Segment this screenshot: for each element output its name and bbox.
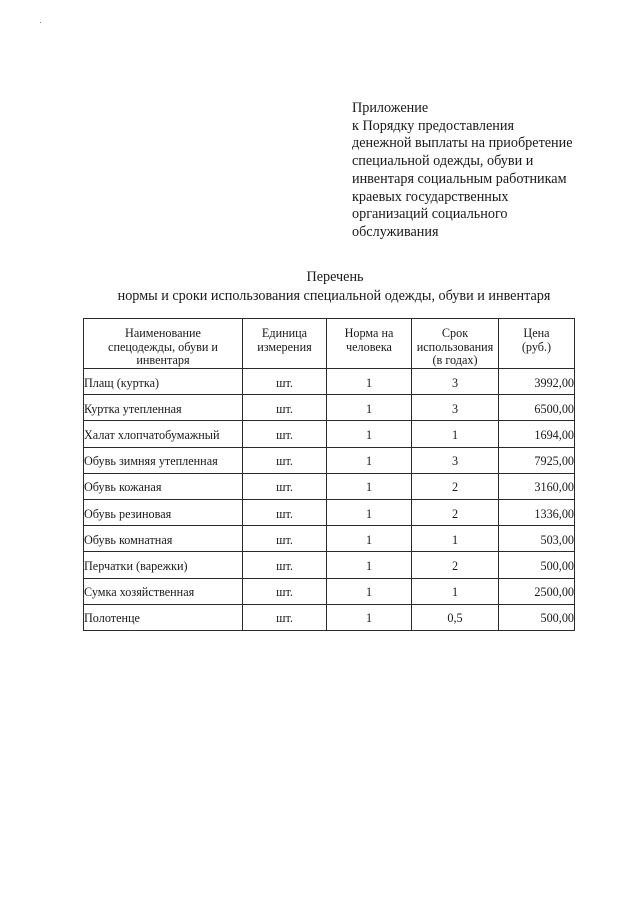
appendix-line: организаций социального xyxy=(352,206,508,223)
cell-term: 1 xyxy=(412,578,499,604)
cell-name: Обувь резиновая xyxy=(84,499,243,525)
cell-price: 3160,00 xyxy=(499,473,575,499)
appendix-line: обслуживания xyxy=(352,223,439,240)
norms-table xyxy=(83,318,575,631)
header-line: (руб.) xyxy=(521,339,552,354)
cell-price: 6500,00 xyxy=(499,395,575,421)
cell-norm: 1 xyxy=(327,499,412,525)
cell-price: 500,00 xyxy=(499,604,575,630)
appendix-line: Приложение xyxy=(352,100,429,116)
cell-unit: шт. xyxy=(243,499,327,525)
cell-term: 2 xyxy=(412,499,499,525)
header-line: инвентаря xyxy=(136,353,190,367)
cell-price: 503,00 xyxy=(499,526,575,552)
cell-name: Полотенце xyxy=(84,604,243,630)
cell-unit: шт. xyxy=(243,473,327,499)
cell-term: 2 xyxy=(412,473,499,499)
table-row xyxy=(84,604,575,630)
cell-term: 3 xyxy=(412,369,499,395)
cell-name: Плащ (куртка) xyxy=(84,369,243,395)
cell-name: Куртка утепленная xyxy=(84,395,243,421)
header-line: Наименование xyxy=(125,326,201,340)
cell-unit: шт. xyxy=(243,447,327,473)
header-line: Цена xyxy=(523,326,550,340)
cell-term: 0,5 xyxy=(412,604,499,630)
cell-name: Халат хлопчатобумажный xyxy=(84,421,243,447)
cell-unit: шт. xyxy=(243,369,327,395)
cell-unit: шт. xyxy=(243,526,327,552)
cell-price: 7925,00 xyxy=(499,447,575,473)
cell-unit: шт. xyxy=(243,604,327,630)
cell-price: 3992,00 xyxy=(499,369,575,395)
cell-price: 2500,00 xyxy=(499,578,575,604)
cell-unit: шт. xyxy=(243,421,327,447)
cell-name: Сумка хозяйственная xyxy=(84,578,243,604)
appendix-line: специальной одежды, обуви и xyxy=(352,153,534,170)
table-row xyxy=(84,473,575,499)
header-line: (в годах) xyxy=(432,353,478,367)
cell-name: Обувь кожаная xyxy=(84,473,243,499)
cell-name: Перчатки (варежки) xyxy=(84,552,243,578)
cell-norm: 1 xyxy=(327,447,412,473)
header-line: использования xyxy=(416,339,494,354)
header-line: спецодежды, обуви и xyxy=(108,339,218,354)
table-row xyxy=(84,369,575,395)
page-subtitle: нормы и сроки использования специальной одежды, обуви и инвентаря xyxy=(117,288,551,304)
cell-term: 2 xyxy=(412,552,499,578)
table-row xyxy=(84,447,575,473)
cell-norm: 1 xyxy=(327,578,412,604)
appendix-note xyxy=(352,100,622,242)
scan-speck xyxy=(40,22,41,23)
appendix-line: краевых государственных xyxy=(352,188,509,205)
appendix-line: инвентаря социальным работникам xyxy=(352,170,567,187)
table-row xyxy=(84,499,575,525)
table-row xyxy=(84,395,575,421)
cell-term: 1 xyxy=(412,421,499,447)
page-title: Перечень xyxy=(306,269,364,285)
cell-term: 1 xyxy=(412,526,499,552)
table-row xyxy=(84,421,575,447)
cell-unit: шт. xyxy=(243,395,327,421)
cell-norm: 1 xyxy=(327,552,412,578)
cell-unit: шт. xyxy=(243,578,327,604)
cell-norm: 1 xyxy=(327,604,412,630)
header-line: человека xyxy=(346,339,392,354)
cell-price: 1694,00 xyxy=(499,421,575,447)
cell-unit: шт. xyxy=(243,552,327,578)
cell-norm: 1 xyxy=(327,395,412,421)
appendix-line: к Порядку предоставления xyxy=(352,117,514,134)
table-row xyxy=(84,578,575,604)
column-header-name xyxy=(84,319,243,369)
header-line: Норма на xyxy=(344,326,394,340)
column-header-unit xyxy=(243,319,327,369)
cell-term: 3 xyxy=(412,447,499,473)
header-line: Единица xyxy=(261,326,308,340)
cell-name: Обувь комнатная xyxy=(84,526,243,552)
column-header-price xyxy=(499,319,575,369)
cell-norm: 1 xyxy=(327,473,412,499)
header-line: измерения xyxy=(257,339,312,354)
header-line: Срок xyxy=(441,326,469,340)
table-row xyxy=(84,552,575,578)
cell-norm: 1 xyxy=(327,526,412,552)
cell-price: 1336,00 xyxy=(499,499,575,525)
cell-norm: 1 xyxy=(327,369,412,395)
column-header-term xyxy=(412,319,499,369)
table-row xyxy=(84,526,575,552)
cell-term: 3 xyxy=(412,395,499,421)
column-header-norm xyxy=(327,319,412,369)
appendix-line: денежной выплаты на приобретение xyxy=(352,135,573,152)
table-header-row xyxy=(84,319,575,369)
document-heading xyxy=(0,268,640,306)
cell-name: Обувь зимняя утепленная xyxy=(84,447,243,473)
cell-norm: 1 xyxy=(327,421,412,447)
cell-price: 500,00 xyxy=(499,552,575,578)
